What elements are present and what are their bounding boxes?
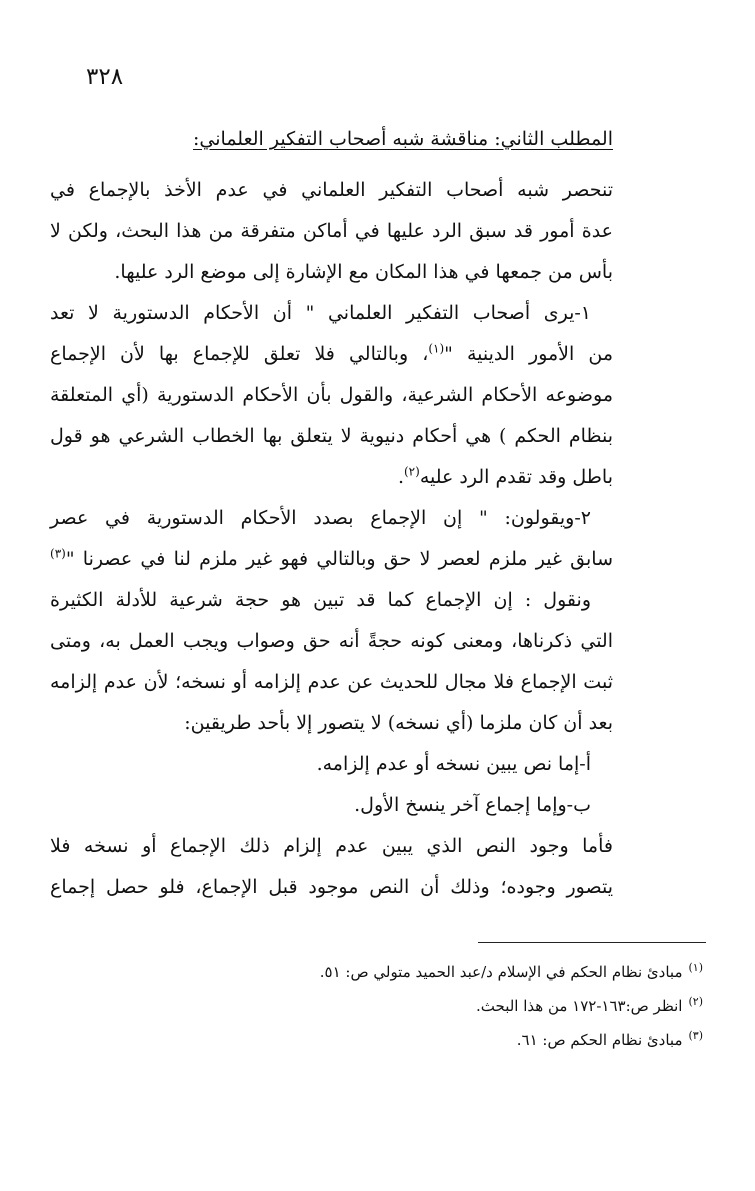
text-line-8: باطل وقد تقدم الرد عليه$^{(٢)}$. bbox=[397, 464, 613, 488]
page-number: ٣٢٨ bbox=[86, 64, 124, 90]
footnote-1: $^{(١)}$مبادئ نظام الحكم في الإسلام د/عبد الحميد متولي ص: ٥١. bbox=[319, 961, 703, 981]
footnote-mark-2: (٢) bbox=[688, 995, 703, 1008]
text-line-9: ٢-ويقولون: " إن الإجماع بصدد الأحكام الدستورية في عصر bbox=[50, 507, 591, 529]
footnote-divider bbox=[478, 942, 706, 943]
text-line-11: ونقول : إن الإجماع كما قد تبين هو حجة شرعية للأدلة الكثيرة bbox=[50, 589, 591, 611]
footnote-mark-3: (٣) bbox=[688, 1029, 703, 1042]
text-line-10: سابق غير ملزم لعصر لا حق وبالتالي فهو غير ملزم لنا في عصرنا "$^{(٣)}$ bbox=[50, 546, 613, 570]
body-text bbox=[50, 170, 613, 908]
footnote-ref-2: (٢) bbox=[403, 464, 420, 479]
text-line-13: ثبت الإجماع فلا مجال للحديث عن عدم إلزامه أو نسخه؛ لأن عدم إلزامه bbox=[50, 671, 613, 693]
footnote-mark-1: (١) bbox=[688, 961, 703, 974]
text-line-1: تنحصر شبه أصحاب التفكير العلماني في عدم الأخذ بالإجماع في bbox=[50, 179, 613, 201]
text-line-12: التي ذكرناها، ومعنى كونه حجةً أنه حق وصواب ويجب العمل به، ومتى bbox=[50, 630, 613, 652]
text-line-6: موضوعه الأحكام الشرعية، والقول بأن الأحكام الدستورية (أي المتعلقة bbox=[50, 384, 613, 406]
section-heading: المطلب الثاني: مناقشة شبه أصحاب التفكير العلماني: bbox=[193, 128, 613, 150]
footnote-ref-3: (٣) bbox=[50, 546, 66, 561]
text-line-14: بعد أن كان ملزما (أي نسخه) لا يتصور إلا بأحد طريقين: bbox=[184, 712, 613, 734]
footnote-2: $^{(٢)}$انظر ص:١٦٣-١٧٢ من هذا البحث. bbox=[476, 995, 703, 1015]
text-line-5: من الأمور الدينية "$^{(١)}$، وبالتالي فلا تعلق للإجماع بها لأن الإجماع bbox=[50, 341, 614, 365]
footnote-ref-1: (١) bbox=[428, 341, 445, 356]
text-line-18: يتصور وجوده؛ وذلك أن النص موجود قبل الإجماع، فلو حصل إجماع bbox=[50, 876, 613, 898]
text-line-7: بنظام الحكم ) هي أحكام دنيوية لا يتعلق بها الخطاب الشرعي هو قول bbox=[50, 425, 613, 447]
text-line-17: فأما وجود النص الذي يبين عدم إلزام ذلك الإجماع أو نسخه فلا bbox=[50, 835, 613, 857]
footnote-3: $^{(٣)}$مبادئ نظام الحكم ص: ٦١. bbox=[516, 1029, 703, 1049]
footnotes bbox=[143, 955, 703, 1057]
text-line-2: عدة أمور قد سبق الرد عليها في أماكن متفرقة من هذا البحث، ولكن لا bbox=[50, 220, 613, 242]
text-line-15: أ-إما نص يبين نسخه أو عدم إلزامه. bbox=[316, 753, 591, 775]
text-line-4: ١-يرى أصحاب التفكير العلماني " أن الأحكام الدستورية لا تعد bbox=[50, 302, 591, 324]
text-line-16: ب-وإما إجماع آخر ينسخ الأول. bbox=[354, 794, 591, 816]
text-line-3: بأس من جمعها في هذا المكان مع الإشارة إلى موضع الرد عليها. bbox=[114, 261, 613, 283]
